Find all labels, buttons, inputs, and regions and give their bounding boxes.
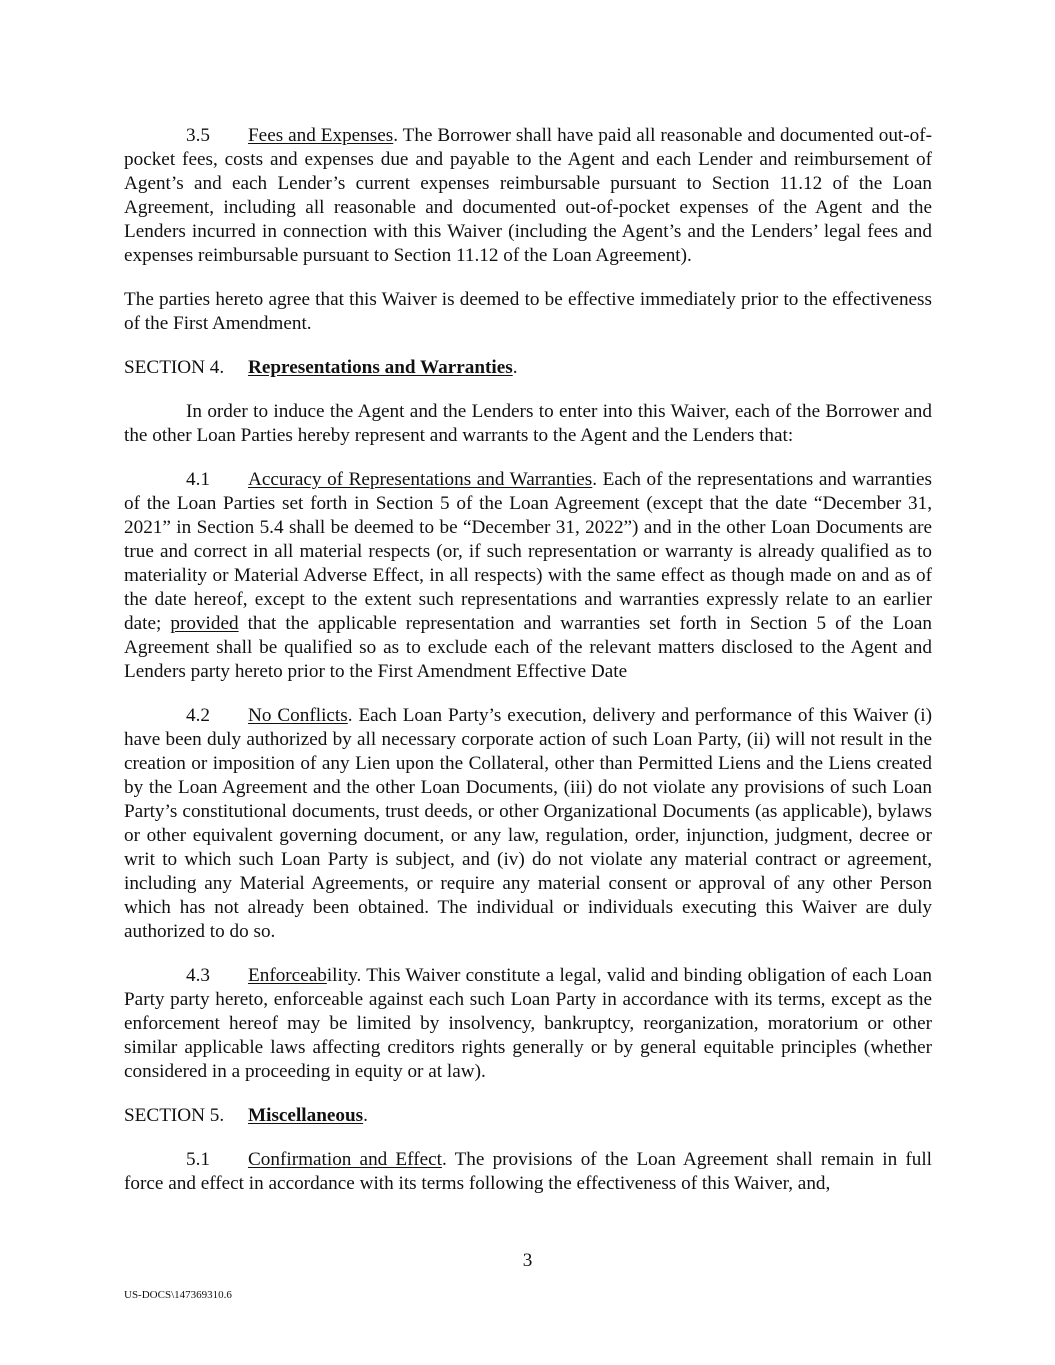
section-4-intro: In order to induce the Agent and the Lenders to enter into this Waiver, each of the Borrower and the other Loan Parties hereby represent and warrants to the Agent and the Lenders that:: [124, 401, 932, 446]
section-4-3: [124, 964, 932, 1084]
section-title-period: .: [363, 1105, 368, 1126]
clause-text: . The provisions of the Loan Agreement shall remain in full force and effect in accordance with its terms following the effectiveness of this Waiver, and,: [124, 1149, 933, 1194]
page-number: 3: [522, 1250, 533, 1271]
effectiveness-paragraph: The parties hereto agree that this Waiver is deemed to be effective immediately prior to the effectiveness of the First Amendment.: [124, 289, 932, 334]
clause-number: 5.1: [186, 1149, 210, 1170]
clause-text-continued: that the applicable representation and warranties set forth in Section 5 of the Loan Agreement shall be qualified so as to exclude each of the relevant matters disclosed to the Agent and Lenders party hereto prior to the First Amendment Effective Date: [124, 613, 933, 682]
section-label: SECTION 5.: [124, 1105, 225, 1126]
clause-text: . The Borrower shall have paid all reasonable and documented out-of-pocket fees, costs and expenses due and payable to the Agent and each Lender and reimbursement of Agent’s and each Lender’s current expenses reimbursable pursuant to Section 11.12 of the Loan Agreement, including all reasonable and documented out-of-pocket expenses of the Agent and the Lenders incurred in connection with this Waiver (including the Agent’s and the Lenders’ legal fees and expenses reimbursable pursuant to Section 11.12 of the Loan Agreement).: [124, 125, 933, 266]
clause-number: 3.5: [186, 125, 210, 146]
clause-text: . Each Loan Party’s execution, delivery and performance of this Waiver (i) have been duly authorized by all necessary corporate action of such Loan Party, (ii) will not result in the creation or imposition of any Lien upon the Collateral, other than Permitted Liens and the Liens created by the Loan Agreement and the other Loan Documents, (iii) do not violate any provisions of such Loan Party’s constitutional documents, trust deeds, or other Organizational Documents (as applicable), bylaws or other equivalent governing document, or any law, regulation, order, injunction, judgment, decree or writ to which such Loan Party is subject, and (iv) do not violate any material contract or agreement, including any Material Agreements, or require any material consent or approval of any other Person which has not already been obtained. The individual or individuals executing this Waiver are duly authorized to do so.: [124, 705, 932, 942]
section-4-heading: [124, 356, 932, 380]
clause-heading: Fees and Expenses: [248, 125, 394, 146]
section-5-1: [124, 1148, 932, 1196]
section-4-1: [124, 468, 932, 684]
section-4-2: [124, 704, 932, 944]
clause-text: . This Waiver constitute a legal, valid and binding obligation of each Loan Party party hereto, enforceable against each such Loan Party in accordance with its terms, except as the enforcement hereof may be limited by insolvency, bankruptcy, reorganization, moratorium or other similar applicable laws affecting creditors rights generally or by general equitable principles (whether considered in a proceeding in equity or at law).: [124, 965, 932, 1082]
section-title: Miscellaneous: [248, 1105, 364, 1126]
clause-text: . Each of the representations and warranties of the Loan Parties set forth in Section 5 of the Loan Agreement (except that the date “December 31, 2021” in Section 5.4 shall be deemed to be “December 31, 2022”) and in the other Loan Documents are true and correct in all material respects (or, if such representation or warranty is already qualified as to materiality or Material Adverse Effect, in all respects) with the same effect as though made on and as of the date hereof, except to the extent such representations and warranties expressly relate to an earlier date;: [124, 469, 932, 634]
clause-heading: No Conflicts: [248, 705, 348, 726]
section-label: SECTION 4.: [124, 357, 225, 378]
clause-number: 4.1: [186, 469, 210, 490]
document-body: [124, 124, 932, 1216]
provided-term: provided: [170, 613, 239, 634]
clause-heading: Accuracy of Representations and Warranties: [248, 469, 593, 490]
clause-heading-rest: ility: [326, 965, 357, 986]
section-3-5: [124, 124, 932, 268]
clause-heading: Enforceab: [248, 965, 327, 986]
section-5-heading: [124, 1104, 932, 1128]
clause-number: 4.2: [186, 705, 210, 726]
section-title: Representations and Warranties: [248, 357, 513, 378]
clause-number: 4.3: [186, 965, 210, 986]
document-id-footer: US-DOCS\147369310.6: [124, 1289, 232, 1301]
section-title-period: .: [512, 357, 518, 378]
clause-heading: Confirmation and Effect: [248, 1149, 442, 1170]
